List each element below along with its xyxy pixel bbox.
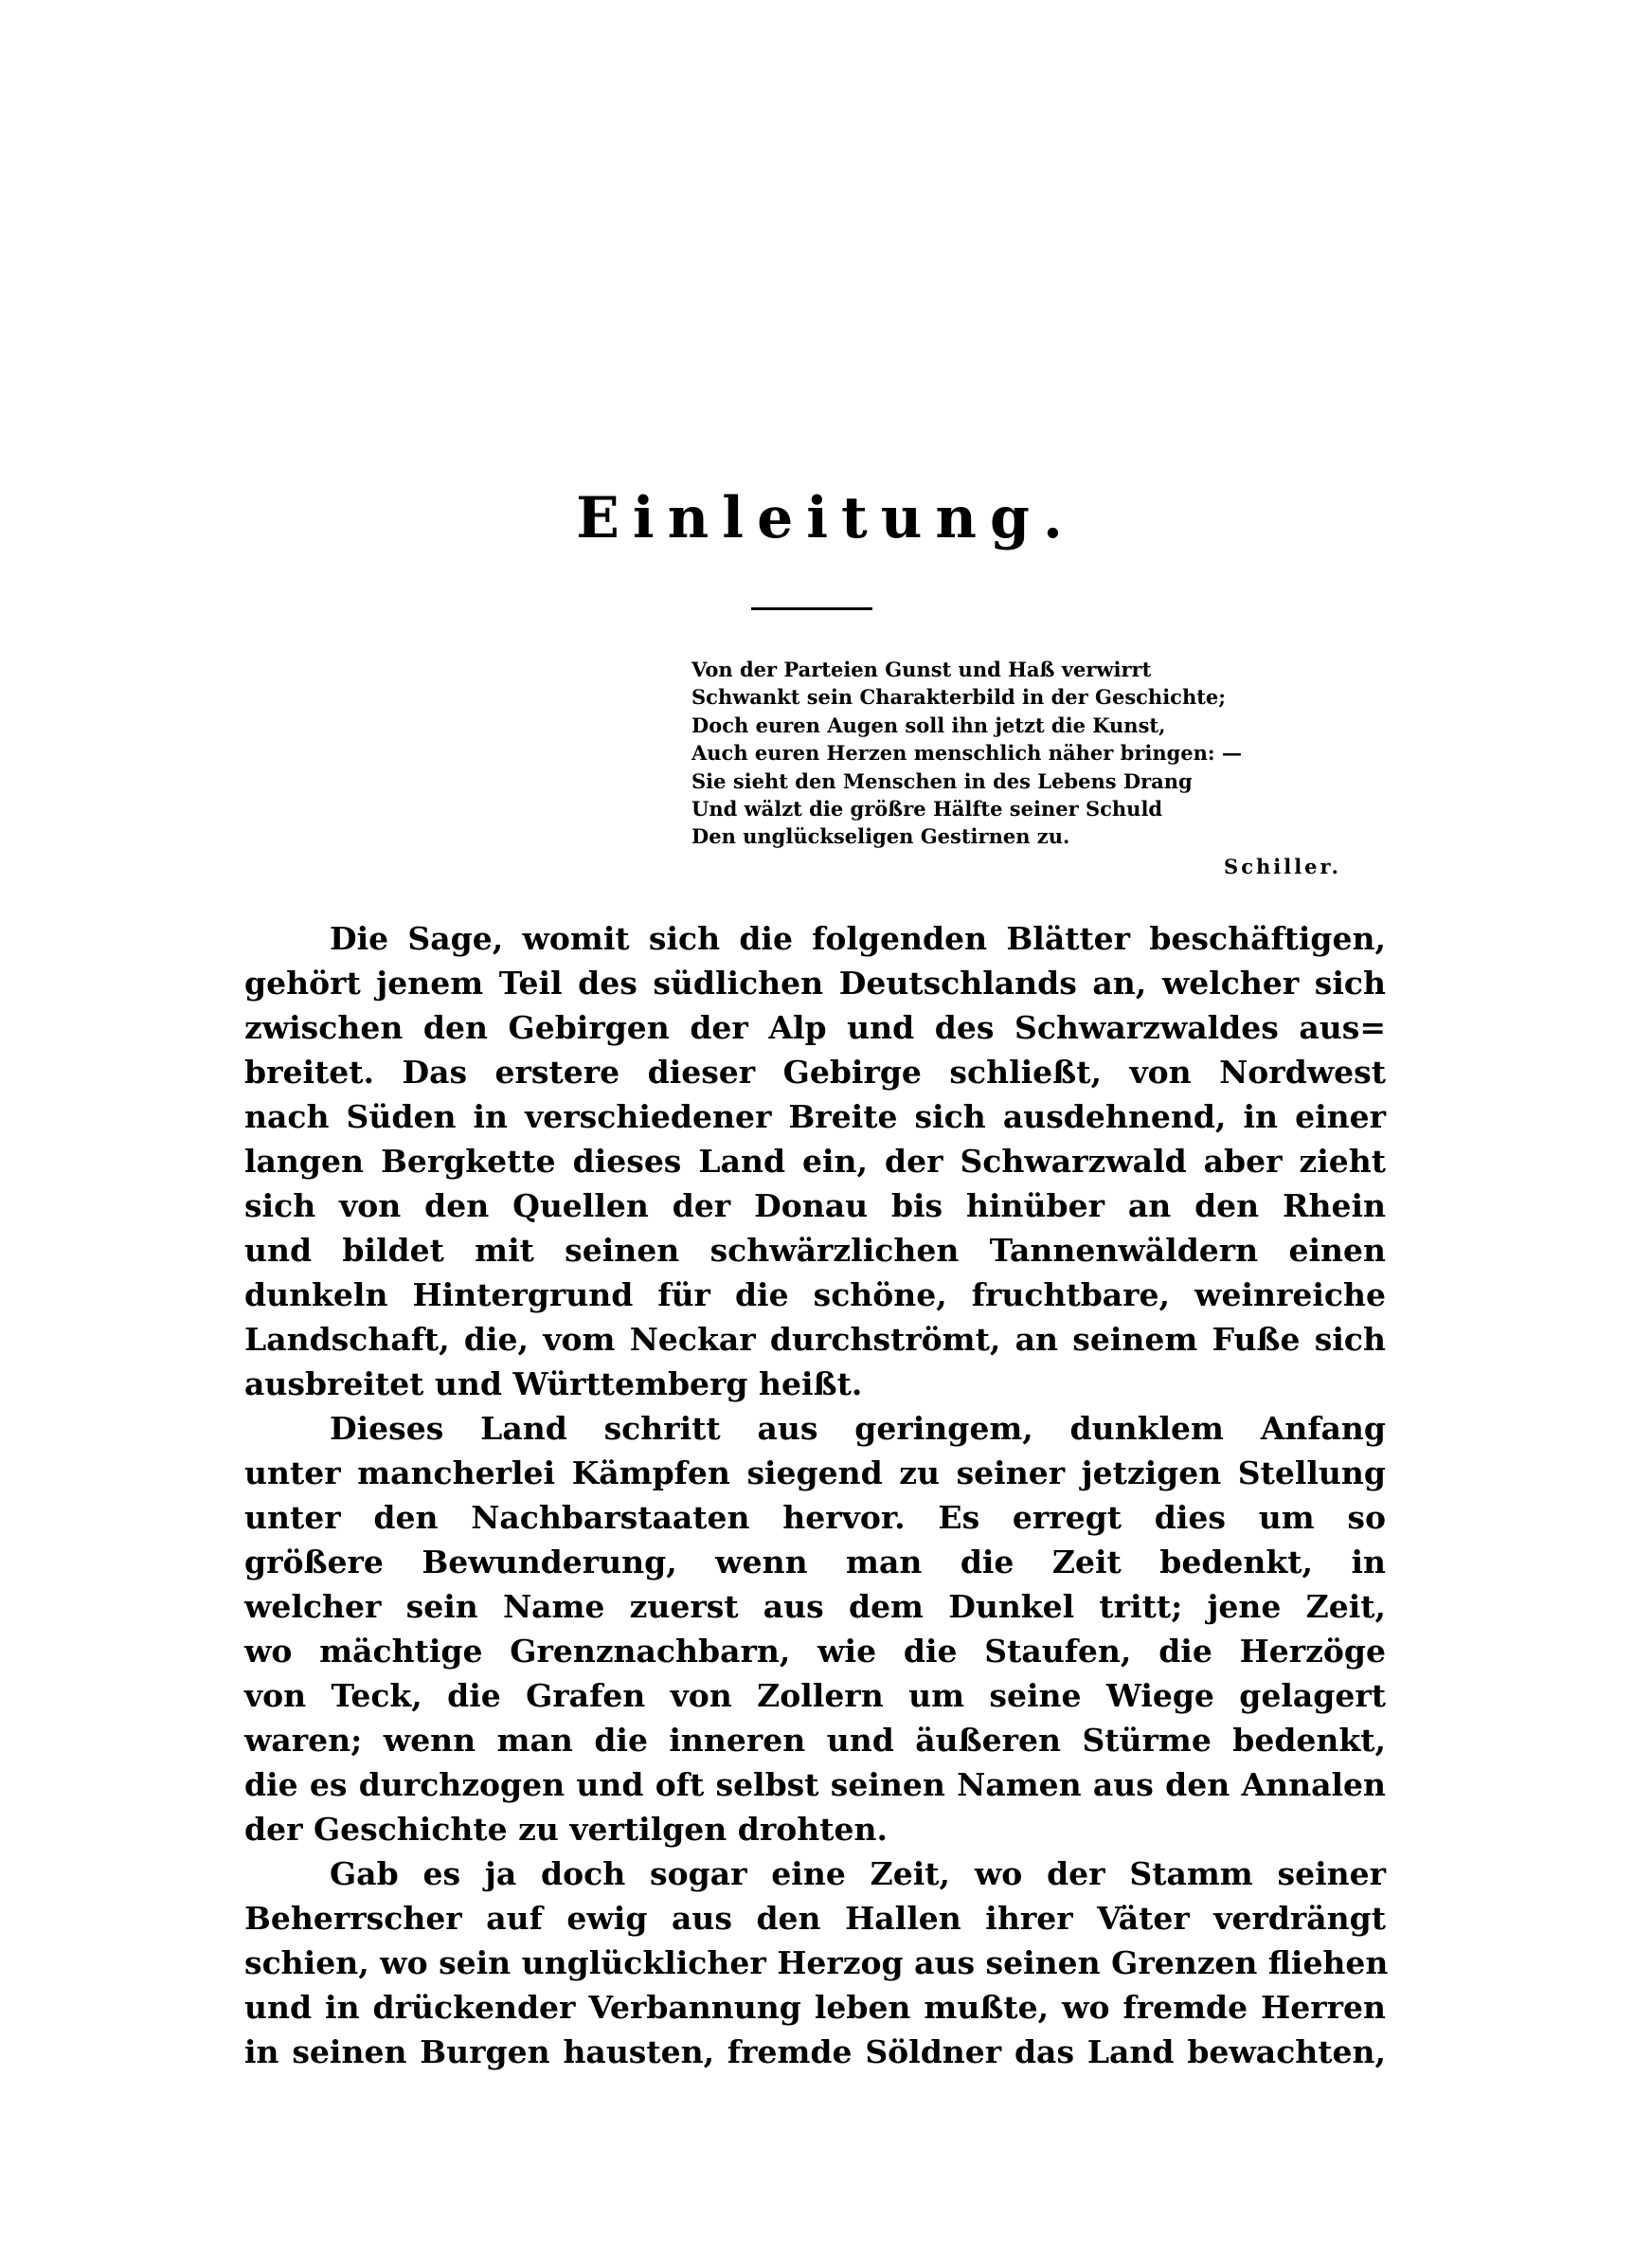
text-line: langen Bergkette dieses Land ein, der Schwarzwald aber zieht <box>244 1143 1386 1180</box>
text-line: welcher sein Name zuerst aus dem Dunkel tritt; jene Zeit, <box>244 1588 1386 1625</box>
text-line: Gab es ja doch sogar eine Zeit, wo der Stamm seiner <box>330 1855 1386 1892</box>
text-line: Dieses Land schritt aus geringem, dunklem Anfang <box>330 1410 1386 1447</box>
text-line: und bildet mit seinen schwärzlichen Tannenwäldern einen <box>244 1232 1386 1269</box>
epigraph <box>691 656 1355 880</box>
text-line: dunkeln Hintergrund für die schöne, fruchtbare, weinreiche <box>244 1276 1386 1313</box>
text-line: wo mächtige Grenznachbarn, wie die Staufen, die Herzöge <box>244 1633 1386 1670</box>
text-line: breitet. Das erstere dieser Gebirge schließt, von Nordwest <box>244 1054 1386 1091</box>
text-line: Die Sage, womit sich die folgenden Blätter beschäftigen, <box>330 920 1386 957</box>
epigraph-line: Auch euren Herzen menschlich näher bringen: — <box>691 741 1242 766</box>
text-line: Landschaft, die, vom Neckar durchströmt, an seinem Fuße sich <box>244 1321 1386 1358</box>
text-line: unter mancherlei Kämpfen siegend zu seiner jetzigen Stellung <box>244 1454 1386 1491</box>
text-line: schien, wo sein unglücklicher Herzog aus seinen Grenzen fliehen <box>244 1944 1389 1981</box>
epigraph-line: Doch euren Augen soll ihn jetzt die Kunst, <box>691 713 1166 737</box>
chapter-title: Einleitung. <box>576 485 1076 551</box>
text-line: ausbreitet und Württemberg heißt. <box>244 1365 863 1402</box>
text-line: Beherrscher auf ewig aus den Hallen ihrer Väter verdrängt <box>244 1900 1386 1937</box>
text-line: die es durchzogen und oft selbst seinen Namen aus den Annalen <box>244 1766 1386 1803</box>
text-line: in seinen Burgen hausten, fremde Söldner das Land bewachten, <box>244 2033 1386 2070</box>
epigraph-line: Sie sieht den Menschen in des Lebens Drang <box>691 768 1193 793</box>
epigraph-line: Und wälzt die größre Hälfte seiner Schuld <box>691 796 1163 821</box>
text-line: von Teck, die Grafen von Zollern um seine Wiege gelagert <box>244 1677 1386 1714</box>
text-line: zwischen den Gebirgen der Alp und des Schwarzwaldes aus= <box>244 1009 1386 1046</box>
text-line: und in drückender Verbannung leben mußte, wo fremde Herren <box>244 1989 1386 2026</box>
epigraph-line: Schwankt sein Charakterbild in der Geschichte; <box>691 685 1227 710</box>
text-line: nach Süden in verschiedener Breite sich ausdehnend, in einer <box>244 1098 1386 1135</box>
body-text <box>244 916 1389 2074</box>
epigraph-author: Schiller. <box>1224 854 1341 878</box>
text-line: der Geschichte zu vertilgen drohten. <box>244 1811 888 1848</box>
text-line: waren; wenn man die inneren und äußeren Stürme bedenkt, <box>244 1722 1386 1759</box>
text-line: sich von den Quellen der Donau bis hinüber an den Rhein <box>244 1187 1386 1224</box>
text-line: gehört jenem Teil des südlichen Deutschlands an, welcher sich <box>244 965 1386 1002</box>
text-line: unter den Nachbarstaaten hervor. Es erregt dies um so <box>244 1499 1386 1536</box>
epigraph-line: Den unglückseligen Gestirnen zu. <box>691 824 1070 849</box>
text-line: größere Bewunderung, wenn man die Zeit bedenkt, in <box>244 1544 1386 1580</box>
epigraph-line: Von der Parteien Gunst und Haß verwirrt <box>691 658 1152 681</box>
title-divider <box>751 607 872 610</box>
